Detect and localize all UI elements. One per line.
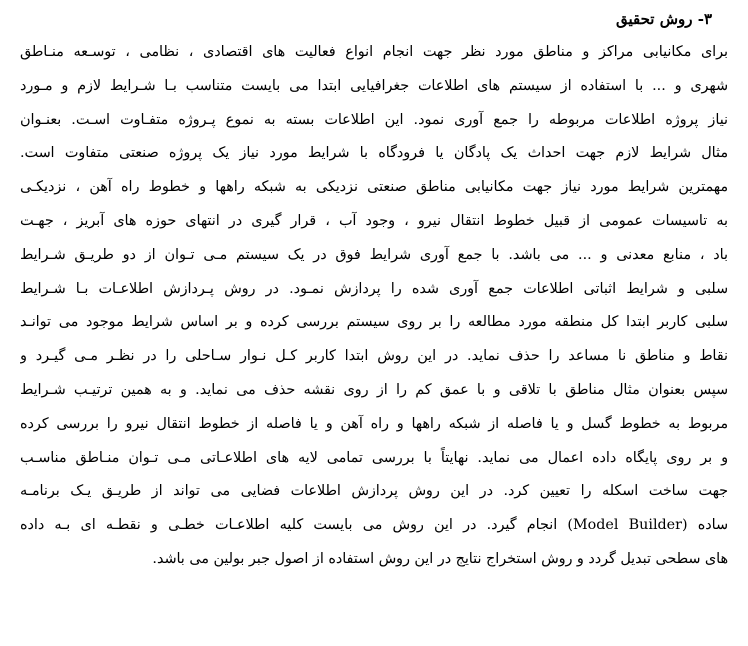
paragraph-line: شهری و ... با استفاده از سیستم های اطلاعات جغرافیایی ابتدا می بایست متناسب بـا شـرایط لازم و مـورد [20, 77, 728, 94]
paragraph-line: به تاسیسات عمومی از قبیل خطوط انتقال نیرو ، وجود آب ، قرار گیری در انتهای حوزه های آبریز ، جهـت [20, 212, 728, 229]
paragraph-line: مثال شرایط لازم جهت احداث یک پادگان یا فرودگاه با شرایط مورد نیاز یک پروژه صنعتی متفاوت است. [20, 145, 728, 162]
body-paragraph [20, 36, 728, 577]
paragraph-line: باد ، منابع معدنی و ... می باشد. با جمع آوری شرایط فوق در یک سیستم مـی تـوان از دو طریـق شـرایط [20, 246, 728, 263]
paragraph-line: سلبی و شرایط اثباتی اطلاعات جمع آوری شده را پردازش نمـود. در روش پـردازش اطلاعـات بـا شـرایط [20, 280, 728, 297]
paragraph-line: و بر روی پایگاه داده اعمال می نماید. نهایتاً با بررسی تمامی لایه های اطلاعـاتی مـی تـوان منـاطق مناسـب [20, 449, 728, 466]
paragraph-line: ساده (Model Builder) انجام گیرد. در این روش می بایست کلیه اطلاعـات خطـی و نقطـه ای بـه داده [20, 517, 728, 534]
paragraph-line: جهت ساخت اسکله را تعیین کرد. در این روش پردازش اطلاعات فضایی می تواند از طریـق یـک برنامـه [20, 483, 728, 500]
paragraph-line: مهمترین شرایط مورد نیاز جهت مکانیابی مناطق صنعتی نزدیکی به شبکه راهها و خطوط راه آهن ، نزدیکـی [20, 179, 728, 196]
paragraph-line: های سطحی تبدیل گردد و روش استخراج نتایج در این روش استفاده از اصول جبر بولین می باشد. [152, 550, 728, 567]
paragraph-line: سلبی کاربر ابتدا کل منطقه مورد مطالعه را بر روی سیستم بررسی کرده و بر اساس شرایط موجود می توانـد [20, 314, 728, 331]
paragraph-line: نقاط و مناطق نا مساعد را حذف نماید. در این روش ابتدا کاربر کـل نـوار سـاحلی را در نظـر مـی گیـرد و [20, 348, 728, 365]
paragraph-line: سپس بعنوان مثال مناطق با تلاقی و با عمق کم را از روی نقشه حذف می نماید. و به همین ترتیـب شـرایط [20, 381, 728, 398]
section-heading: ۳- روش تحقیق [615, 10, 712, 28]
paragraph-line: نیاز پروژه اطلاعات مربوطه را جمع آوری نمود. این اطلاعات بسته به نموع پـروژه متفـاوت اسـت. بعنـوان [20, 111, 728, 128]
paragraph-line: برای مکانیابی مراکز و مناطق مورد نظر جهت انجام انواع فعالیت های اقتصادی ، نظامی ، توسـعه منـاطق [20, 44, 728, 60]
paragraph-line: مربوط به خطوط گسل و یا فاصله از شبکه راهها و راه آهن و یا فاصله از خطوط انتقال نیرو را بررسی کرده [20, 415, 728, 432]
